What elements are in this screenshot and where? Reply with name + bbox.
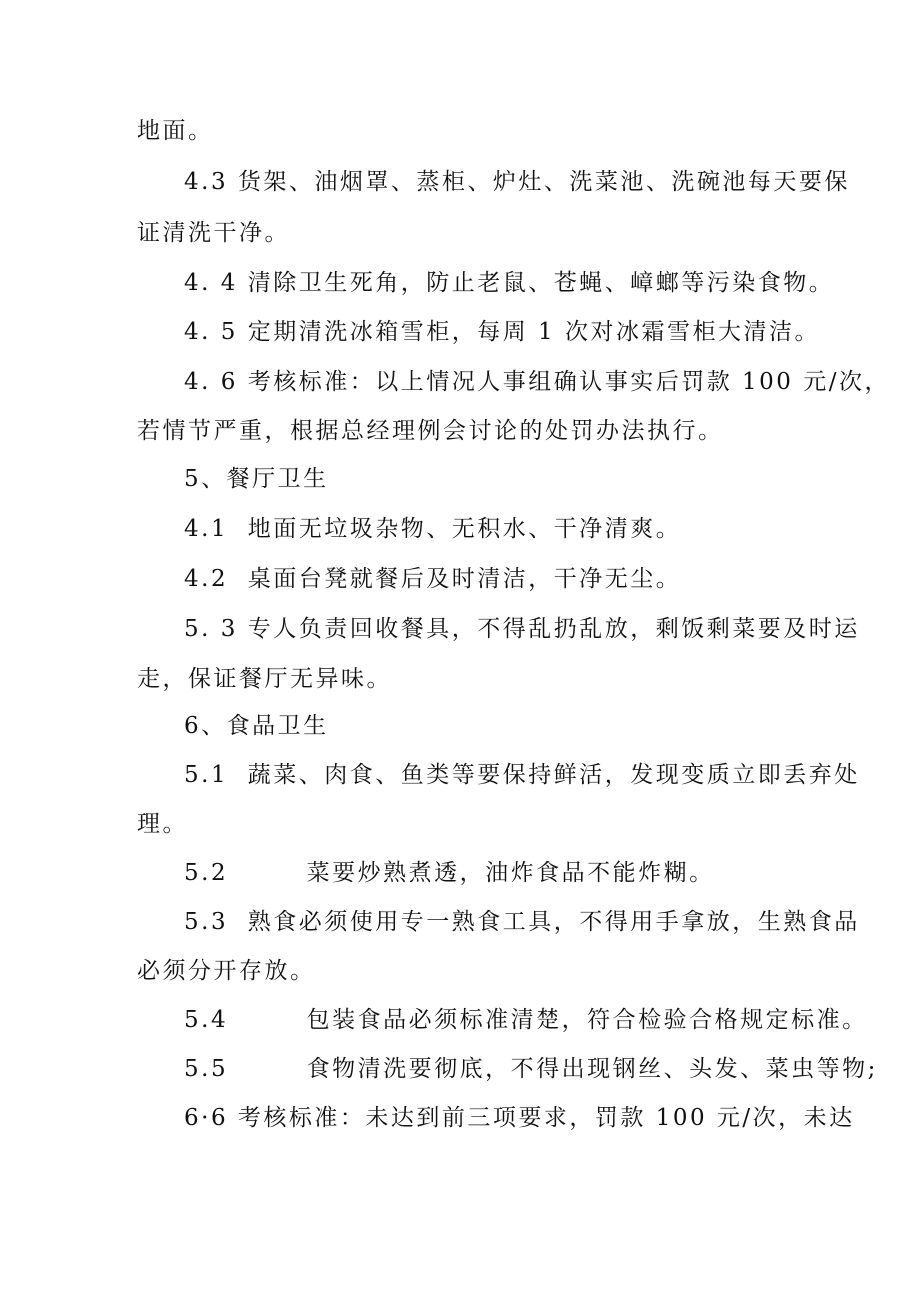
text-line-7: 若情节严重，根据总经理例会讨论的处罚办法执行。 xyxy=(137,418,724,444)
section-heading-5: 5、餐厅卫生 xyxy=(184,466,329,492)
text-line-1: 地面。 xyxy=(137,118,214,144)
text-line-14: 5.1 蔬菜、肉食、鱼类等要保持鲜活，发现变质立即丢弃处 xyxy=(184,762,860,788)
text-line-5: 4. 5 定期清洗冰箱雪柜，每周 1 次对冰霜雪柜大清洁。 xyxy=(184,319,820,345)
text-line-4: 4. 4 清除卫生死角，防止老鼠、苍蝇、嶂螂等污染食物。 xyxy=(184,270,835,296)
text-line-16: 5.2 菜要炒熟煮透，油炸食品不能炸糊。 xyxy=(184,860,715,886)
text-line-20: 5.5 食物清洗要彻底，不得出现钢丝、头发、菜虫等物; xyxy=(184,1056,878,1082)
text-line-12: 走，保证餐厅无异味。 xyxy=(137,666,392,692)
text-line-6: 4. 6 考核标准：以上情况人事组确认事实后罚款 100 元/次， xyxy=(184,369,890,395)
text-line-19: 5.4 包装食品必须标准清楚，符合检验合格规定标准。 xyxy=(184,1007,868,1033)
text-line-9: 4.1 地面无垃圾杂物、无积水、干净清爽。 xyxy=(184,516,682,542)
text-line-18: 必须分开存放。 xyxy=(137,958,316,984)
text-line-15: 理。 xyxy=(137,811,188,837)
text-line-21: 6·6 考核标准：未达到前三项要求，罚款 100 元/次，未达 xyxy=(184,1105,855,1131)
text-line-17: 5.3 熟食必须使用专一熟食工具，不得用手拿放，生熟食品 xyxy=(184,909,860,935)
text-line-11: 5. 3 专人负责回收餐具，不得乱扔乱放，剩饭剩菜要及时运 xyxy=(184,616,860,642)
text-line-10: 4.2 桌面台凳就餐后及时清洁，干净无尘。 xyxy=(184,566,682,592)
text-line-2: 4.3 货架、油烟罩、蒸柜、炉灶、洗菜池、洗碗池每天要保 xyxy=(184,169,850,195)
text-line-3: 证清洗干净。 xyxy=(137,220,290,246)
section-heading-6: 6、食品卫生 xyxy=(184,713,329,739)
